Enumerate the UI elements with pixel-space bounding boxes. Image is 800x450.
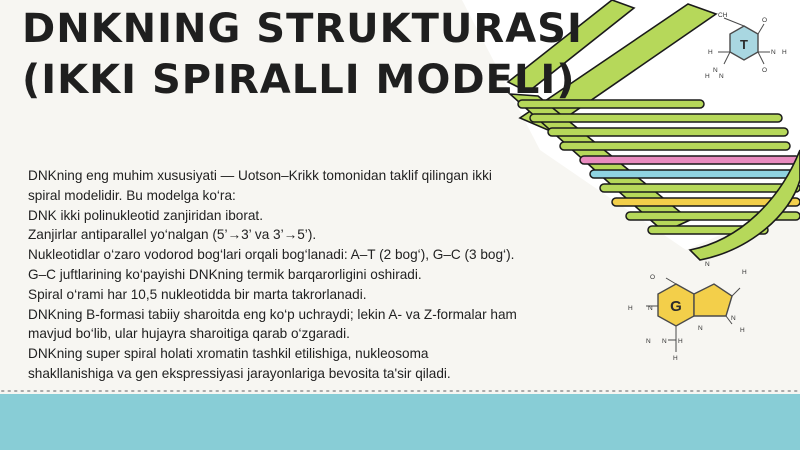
title-line-2: (IKKI SPIRALLI MODELI) <box>22 57 576 103</box>
title-line-1: DNKNING STRUKTURASI <box>22 6 583 52</box>
text-line: mavjud bo‘lib, ular hujayra sharoitiga qarab o‘zgaradi. <box>28 326 350 342</box>
atom-label: H <box>628 305 633 312</box>
atom-label: H <box>782 49 787 56</box>
atom-label: N <box>719 73 724 80</box>
helix-rung <box>590 170 800 178</box>
helix-rung <box>548 128 788 136</box>
text-line: spiral modelidir. Bu modelga ko‘ra: <box>28 187 236 203</box>
atom-label: H <box>708 49 713 56</box>
helix-rung <box>600 184 800 192</box>
atom-label: H <box>678 338 683 345</box>
thymine-letter: T <box>740 37 748 52</box>
slide-title <box>22 4 583 106</box>
text-line: DNKning B-formasi tabiiy sharoitda eng ko‘p uchraydi; lekin A- va Z-formalar ham <box>28 306 517 322</box>
text-line: DNKning eng muhim xususiyati — Uotson–Krikk tomonidan taklif qilingan ikki <box>28 168 492 183</box>
atom-label: H <box>705 73 710 80</box>
thymine-molecule-icon <box>700 8 796 92</box>
atom-label: O <box>762 67 768 74</box>
atom-label: N <box>662 338 667 345</box>
helix-rung <box>530 114 782 122</box>
atom-label: N <box>646 338 651 345</box>
bottom-band <box>0 394 800 450</box>
atom-label: O <box>762 17 768 24</box>
atom-label: N <box>698 325 703 332</box>
text-line: shakllanishiga va gen ekspressiyasi jarayonlariga bevosita ta'sir qiladi. <box>28 365 451 381</box>
atom-label: H <box>742 269 747 276</box>
atom-label: CH <box>718 12 728 19</box>
text-line: DNKning super spiral holati xromatin tashkil etilishiga, nukleosoma <box>28 346 429 362</box>
text-line: Spiral o‘rami har 10,5 nukleotidda bir marta takrorlanadi. <box>28 286 367 302</box>
text-line: DNK ikki polinukleotid zanjiridan iborat. <box>28 207 263 223</box>
atom-label: N <box>713 67 718 74</box>
text-line: Nukleotidlar o‘zaro vodorod bog‘lari orqali bog‘lanadi: A–T (2 bog‘), G–C (3 bog‘). <box>28 247 515 263</box>
helix-rung <box>560 142 790 150</box>
atom-label: N <box>771 49 776 56</box>
text-line: G–C juftlarining ko‘payishi DNKning termik barqarorligini oshiradi. <box>28 266 422 282</box>
body-text <box>28 166 573 384</box>
atom-label: H <box>673 355 678 362</box>
guanine-five-ring <box>694 284 732 316</box>
helix-rung <box>580 156 800 164</box>
guanine-molecule-icon <box>618 254 758 370</box>
atom-label: N <box>648 305 653 312</box>
atom-label: O <box>650 274 656 281</box>
atom-label: H <box>740 327 745 334</box>
atom-label: N <box>705 261 710 268</box>
text-line: Zanjirlar antiparallel yo‘nalgan (5’→3’ va 3’→5’). <box>28 227 317 243</box>
guanine-letter: G <box>670 298 682 315</box>
atom-label: N <box>731 315 736 322</box>
